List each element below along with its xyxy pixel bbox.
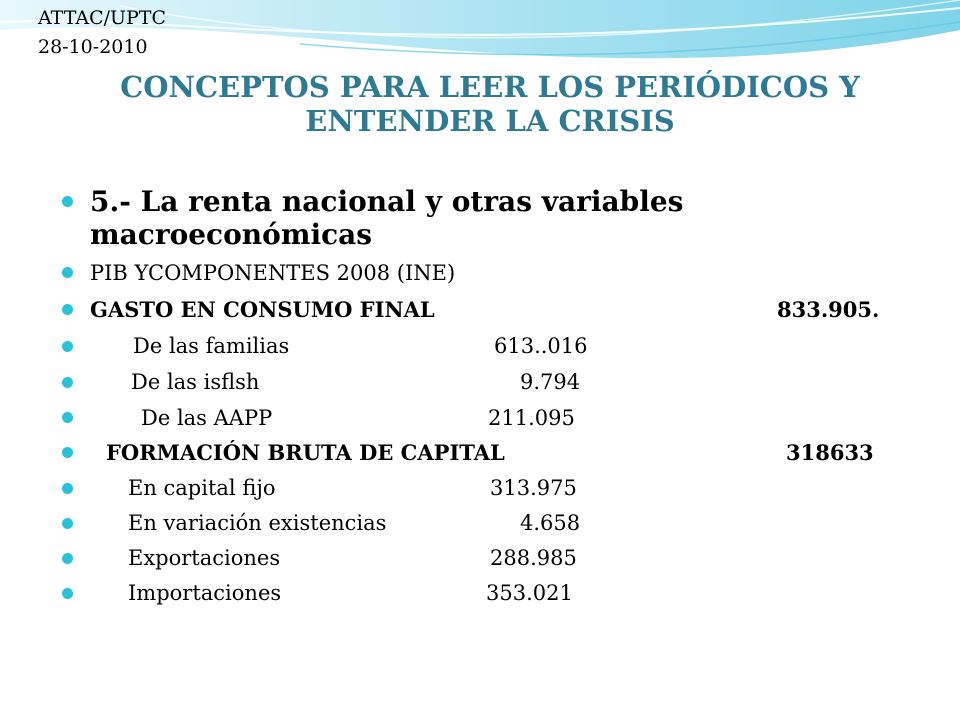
gasto-label: GASTO EN CONSUMO FINAL [90, 297, 435, 322]
bullet-dot [62, 196, 73, 207]
bullet-dot [62, 304, 73, 315]
exportaciones-label: Exportaciones [128, 546, 281, 570]
bullet-dot [62, 267, 73, 278]
bullet-dot [62, 412, 73, 423]
existencias-value: 4.658 [520, 511, 581, 535]
bullet-dot [62, 377, 73, 388]
aapp-label: De las AAPP [141, 406, 273, 430]
existencias-label: En variación existencias [128, 511, 387, 535]
exportaciones-value: 288.985 [490, 546, 577, 570]
bullet-dot [62, 447, 73, 458]
header-date: 28-10-2010 [38, 36, 148, 58]
section-heading-line-1: 5.- La renta nacional y otras variables [90, 185, 684, 218]
fbc-label: FORMACIÓN BRUTA DE CAPITAL [106, 440, 505, 465]
familias-value: 613..016 [494, 334, 588, 358]
importaciones-label: Importaciones [128, 581, 282, 605]
importaciones-value: 353.021 [486, 581, 573, 605]
aapp-value: 211.095 [488, 406, 575, 430]
title-line-2: ENTENDER LA CRISIS [305, 104, 675, 138]
isflsh-label: De las isflsh [131, 370, 260, 394]
capital-fijo-label: En capital fijo [128, 476, 276, 500]
pib-label: PIB YCOMPONENTES 2008 (INE) [90, 261, 456, 285]
title-line-1: CONCEPTOS PARA LEER LOS PERIÓDICOS Y [120, 70, 860, 104]
bullet-dot [62, 588, 73, 599]
fbc-value: 318633 [786, 440, 874, 465]
bullet-dot [62, 518, 73, 529]
isflsh-value: 9.794 [520, 370, 581, 394]
gasto-value: 833.905. [777, 297, 880, 322]
org-name: ATTAC/UPTC [38, 7, 167, 29]
section-heading-line-2: macroeconómicas [90, 218, 373, 251]
bullet-dot [62, 553, 73, 564]
capital-fijo-value: 313.975 [490, 476, 577, 500]
bullet-dot [62, 341, 73, 352]
bullet-dot [62, 483, 73, 494]
familias-label: De las familias [133, 334, 290, 358]
